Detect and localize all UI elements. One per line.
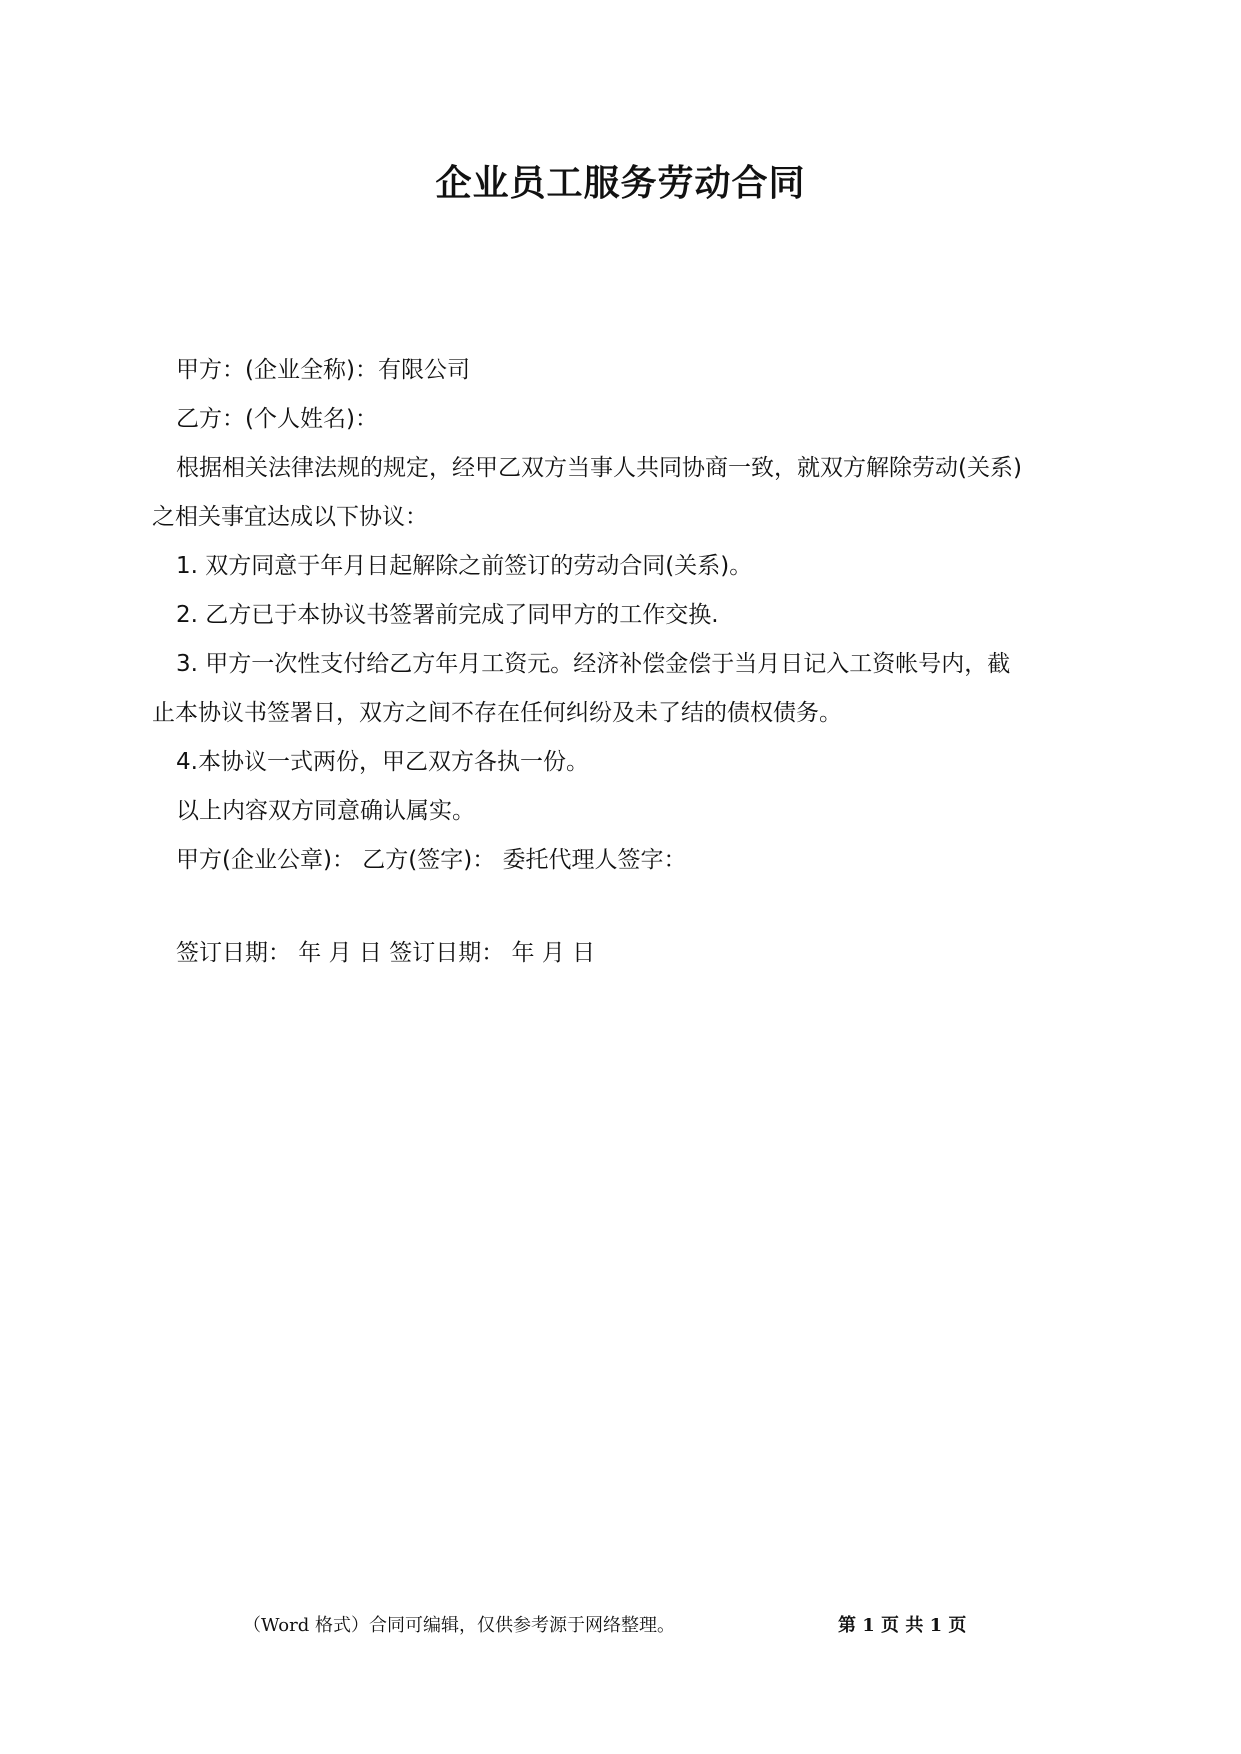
page-number: 第 1 页 共 1 页 [838,1615,967,1636]
preamble-line-2: 之相关事宜达成以下协议： [152,504,428,530]
document-title: 企业员工服务劳动合同 [435,163,806,204]
party-a-line: 甲方：(企业全称)：有限公司 [176,357,470,383]
confirmation-line: 以上内容双方同意确认属实。 [176,798,475,824]
party-b-line: 乙方：(个人姓名)： [176,406,378,432]
signing-date-line: 签订日期： 年 月 日 签订日期： 年 月 日 [176,940,596,966]
signature-line: 甲方(企业公章)： 乙方(签字)： 委托代理人签字： [176,847,687,873]
preamble-line-1: 根据相关法律法规的规定，经甲乙双方当事人共同协商一致，就双方解除劳动(关系) [176,455,1022,481]
clause-3-line-2: 止本协议书签署日，双方之间不存在任何纠纷及未了结的债权债务。 [152,700,842,726]
clause-3-line-1: 3. 甲方一次性支付给乙方年月工资元。经济补偿金偿于当月日记入工资帐号内，截 [176,651,1011,677]
footer-note: （Word 格式）合同可编辑，仅供参考源于网络整理。 [243,1615,675,1636]
clause-2: 2. 乙方已于本协议书签署前完成了同甲方的工作交换. [176,602,719,628]
clause-4: 4.本协议一式两份，甲乙双方各执一份。 [176,749,589,775]
clause-1: 1. 双方同意于年月日起解除之前签订的劳动合同(关系)。 [176,553,753,579]
